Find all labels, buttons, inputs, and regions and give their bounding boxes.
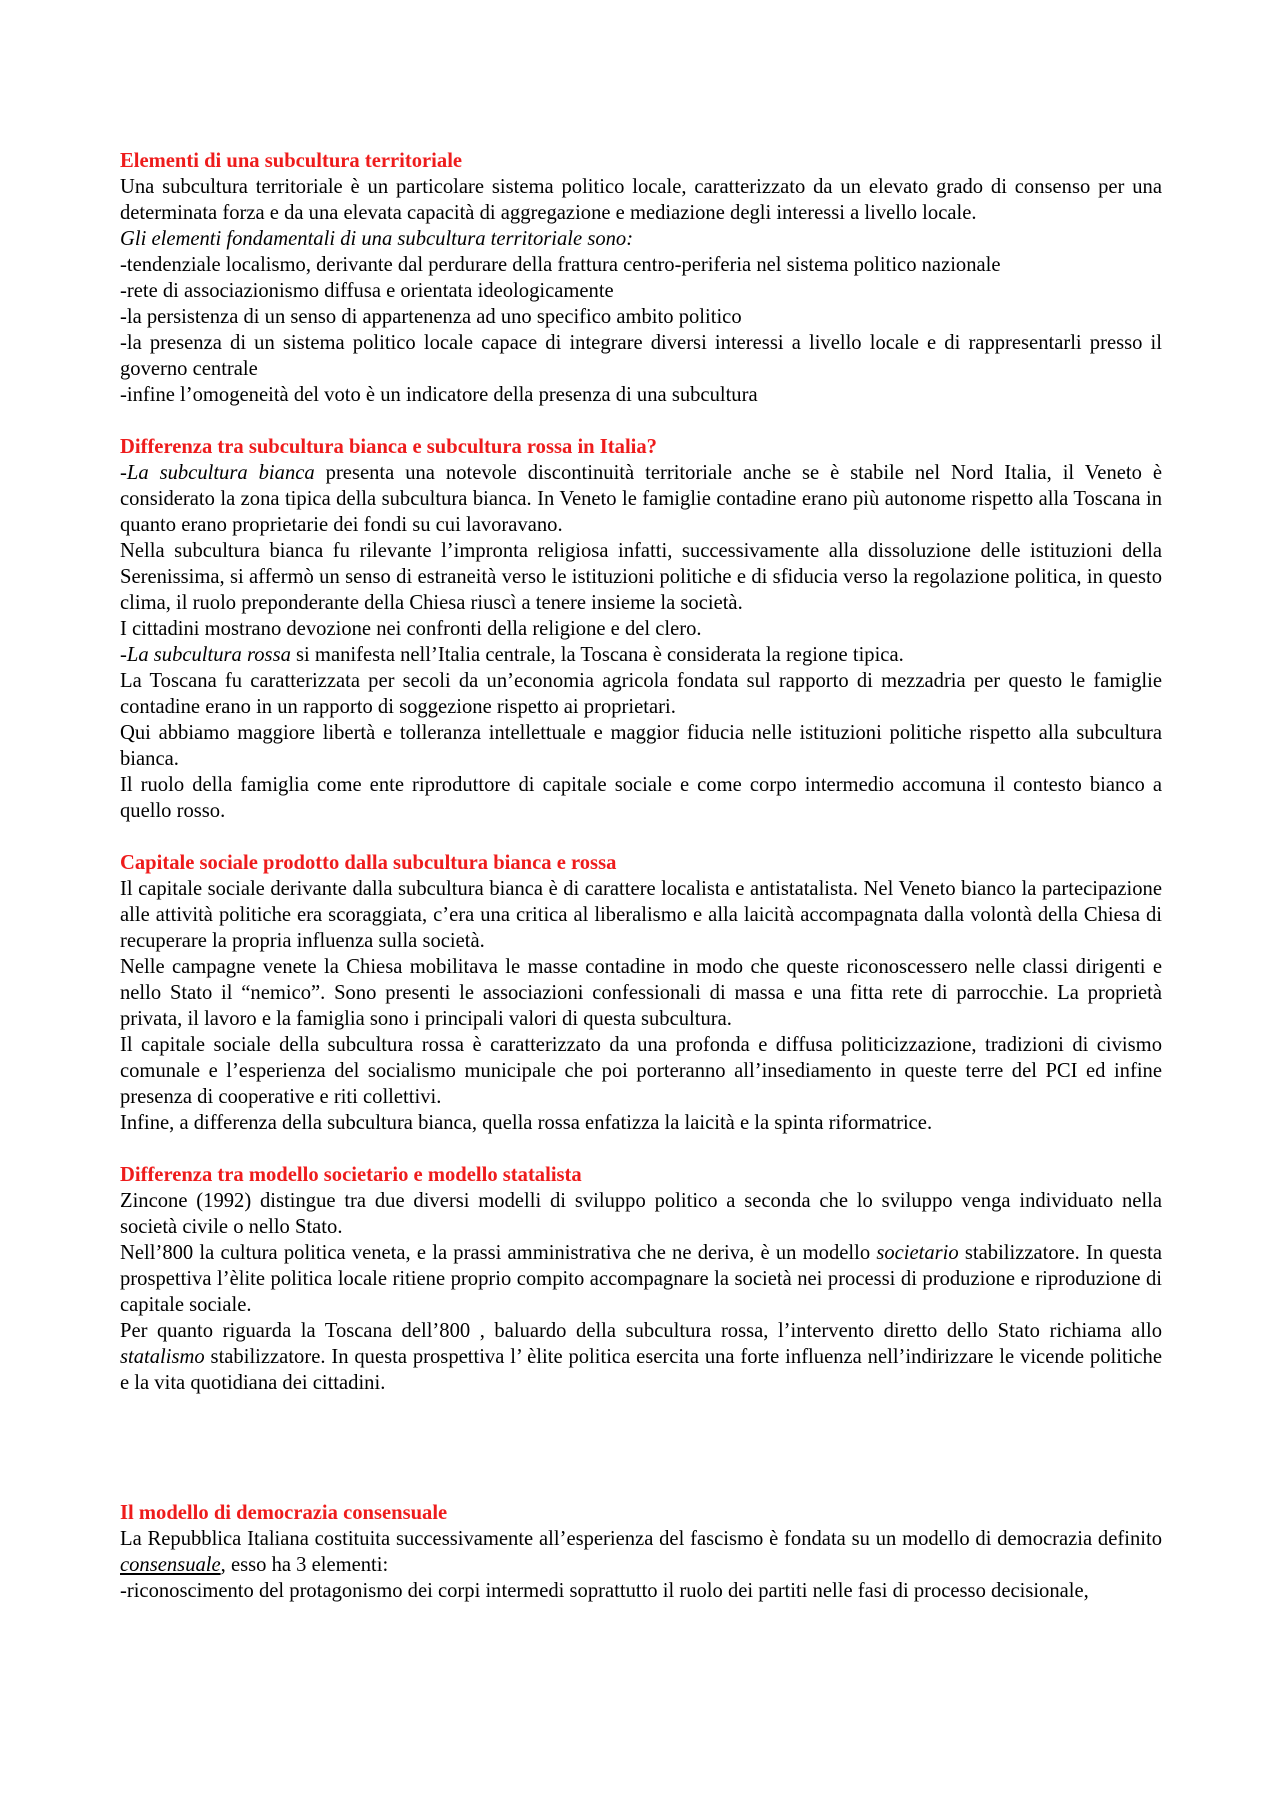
section-heading: Elementi di una subcultura territoriale <box>120 150 463 172</box>
section-heading: Il modello di democrazia consensuale <box>120 1502 448 1524</box>
paragraph: Per quanto riguarda la Toscana dell’800 , baluardo della subcultura rossa, l’intervento diretto dello Stato richiama allo statalismo stabilizzatore. In questa prospettiva l’ èlite politica esercita una forte influenza nell’indirizzare le vicende politiche e la vita quotidiana dei cittadini. <box>120 1320 1162 1394</box>
paragraph: Infine, a differenza della subcultura bianca, quella rossa enfatizza la laicità e la spinta riformatrice. <box>120 1112 933 1134</box>
section-democrazia-consensuale <box>120 1500 1162 1604</box>
paragraph: Il capitale sociale della subcultura rossa è caratterizzato da una profonda e diffusa politicizzazione, tradizioni di civismo comunale e l’esperienza del socialismo municipale che poi porteranno all’insediamento in queste terre del PCI ed infine presenza di cooperative e riti collettivi. <box>120 1034 1162 1108</box>
section-heading: Differenza tra modello societario e modello statalista <box>120 1164 582 1186</box>
paragraph: I cittadini mostrano devozione nei confronti della religione e del clero. <box>120 618 702 640</box>
section-heading: Capitale sociale prodotto dalla subcultura bianca e rossa <box>120 852 617 874</box>
paragraph: Qui abbiamo maggiore libertà e tolleranza intellettuale e maggior fiducia nelle istituzioni politiche rispetto alla subcultura bianca. <box>120 722 1162 770</box>
paragraph: -La subcultura rossa si manifesta nell’Italia centrale, la Toscana è considerata la regione tipica. <box>120 644 904 666</box>
section-capitale-sociale <box>120 850 1162 1136</box>
section-societario-statalista <box>120 1162 1162 1396</box>
paragraph: La Toscana fu caratterizzata per secoli da un’economia agricola fondata sul rapporto di mezzadria per questo le famiglie contadine erano in un rapporto di soggezione rispetto ai proprietari. <box>120 670 1162 718</box>
list-item: -la persistenza di un senso di appartenenza ad uno specifico ambito politico <box>120 306 742 328</box>
list-item: -rete di associazionismo diffusa e orientata ideologicamente <box>120 280 614 302</box>
paragraph: Il capitale sociale derivante dalla subcultura bianca è di carattere localista e antistatalista. Nel Veneto bianco la partecipazione alle attività politiche era scoraggiata, c’era una critica al liberalismo e alla laicità accompagnata dalla volontà della Chiesa di recuperare la propria influenza sulla società. <box>120 878 1162 952</box>
paragraph-intro: Gli elementi fondamentali di una subcultura territoriale sono: <box>120 228 634 250</box>
paragraph: Zincone (1992) distingue tra due diversi modelli di sviluppo politico a seconda che lo sviluppo venga individuato nella società civile o nello Stato. <box>120 1190 1162 1238</box>
list-item: -infine l’omogeneità del voto è un indicatore della presenza di una subcultura <box>120 384 758 406</box>
section-subcultura-territoriale <box>120 148 1162 408</box>
paragraph: Il ruolo della famiglia come ente riproduttore di capitale sociale e come corpo intermedio accomuna il contesto bianco a quello rosso. <box>120 774 1162 822</box>
paragraph: Nella subcultura bianca fu rilevante l’impronta religiosa infatti, successivamente alla dissoluzione delle istituzioni della Serenissima, si affermò un senso di estraneità verso le istituzioni politiche e di sfiducia verso la regolazione politica, in questo clima, il ruolo preponderante della Chiesa riuscì a tenere insieme la società. <box>120 540 1162 614</box>
paragraph: Nell’800 la cultura politica veneta, e la prassi amministrativa che ne deriva, è un modello societario stabilizzatore. In questa prospettiva l’èlite politica locale ritiene proprio compito accompagnare la società nei processi di produzione e riproduzione di capitale sociale. <box>120 1242 1162 1316</box>
list-item: -la presenza di un sistema politico locale capace di integrare diversi interessi a livello locale e di rappresentarli presso il governo centrale <box>120 332 1162 380</box>
paragraph: -riconoscimento del protagonismo dei corpi intermedi soprattutto il ruolo dei partiti nelle fasi di processo decisionale, <box>120 1580 1089 1602</box>
document-page <box>120 148 1162 1604</box>
paragraph: Nelle campagne venete la Chiesa mobilitava le masse contadine in modo che queste riconoscessero nelle classi dirigenti e nello Stato il “nemico”. Sono presenti le associazioni confessionali di massa e una fitta rete di parrocchie. La proprietà privata, il lavoro e la famiglia sono i principali valori di questa subcultura. <box>120 956 1162 1030</box>
section-heading: Differenza tra subcultura bianca e subcultura rossa in Italia? <box>120 436 657 458</box>
section-bianca-rossa <box>120 434 1162 824</box>
list-item: -tendenziale localismo, derivante dal perdurare della frattura centro-periferia nel sistema politico nazionale <box>120 254 1001 276</box>
paragraph: La Repubblica Italiana costituita successivamente all’esperienza del fascismo è fondata su un modello di democrazia definito consensuale, esso ha 3 elementi: <box>120 1528 1162 1576</box>
paragraph: Una subcultura territoriale è un particolare sistema politico locale, caratterizzato da un elevato grado di consenso per una determinata forza e da una elevata capacità di aggregazione e mediazione degli interessi a livello locale. <box>120 176 1162 224</box>
paragraph: -La subcultura bianca presenta una notevole discontinuità territoriale anche se è stabile nel Nord Italia, il Veneto è considerato la zona tipica della subcultura bianca. In Veneto le famiglie contadine erano più autonome rispetto alla Toscana in quanto erano proprietarie dei fondi su cui lavoravano. <box>120 462 1163 536</box>
